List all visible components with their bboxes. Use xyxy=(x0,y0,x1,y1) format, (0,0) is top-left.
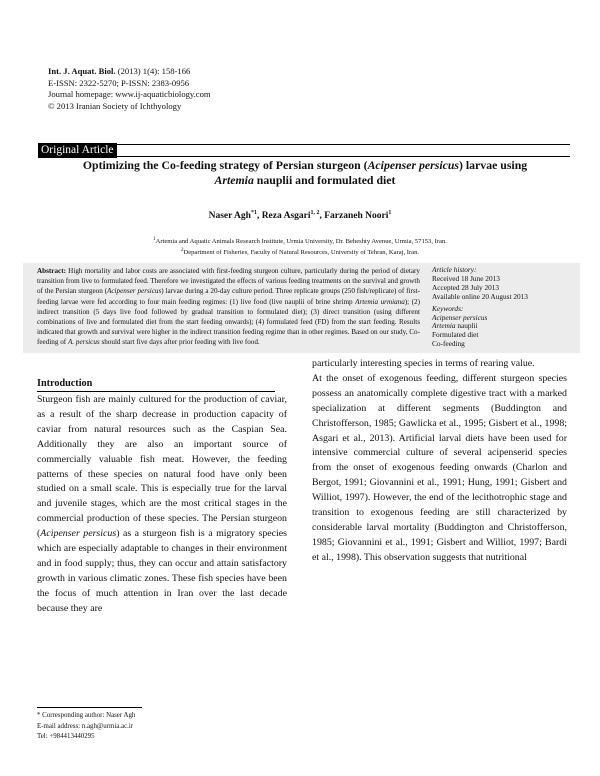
keyword-2-rest: nauplii xyxy=(455,321,478,331)
abstract-species-1: Acipenser persicus xyxy=(107,287,162,296)
keyword-2-italic: Artemia xyxy=(432,321,456,331)
right-paragraph-0: particularly interesting species in terms of rearing value. xyxy=(312,358,535,369)
right-column xyxy=(312,357,567,566)
abstract-species-3: A. persicus xyxy=(67,338,100,347)
affiliation-2: Department of Fisheries, Faculty of Natural Resources, University of Tehran, Karaj, Iran. xyxy=(183,248,420,256)
title-artemia: Artemia xyxy=(214,173,254,187)
journal-citation: (2013) 1(4): 158-166 xyxy=(117,66,191,76)
left-text-1: Sturgeon fish are mainly cultured for the production of caviar, as a result of the sharp decrease in production capacity of caviar from natural resources such as the Caspian Sea. Additionally they are also an important source of commercially valuable fish meat. However, the feeding patterns of these species on natural food have only been studied on a small scale. This is especially true for the larval and juvenile stages, which are the most critical stages in the commercial production of these species. The Persian sturgeon ( xyxy=(37,394,287,540)
telephone: Tel: +984413440295 xyxy=(37,733,95,740)
author-2: , Reza Asgari xyxy=(256,211,311,222)
journal-header xyxy=(48,66,211,112)
author-1-sup: *1 xyxy=(250,210,257,216)
abstract-text-3: ); (2) indirect transition (5 days live food followed by gradual transition to formulated diet); (3) direct transition (using different combinations of live and formulated diet from the start feeding onwards); (4) formulated feed (FD) from the start feeding. Results indicated that growth and survival were higher in the indirect transition feeding regime than in other regimes. Based on our study, Co-feeding of xyxy=(37,297,420,347)
journal-homepage[interactable]: Journal homepage: www.ij-aquaticbiology.com xyxy=(48,89,211,100)
footnote xyxy=(37,711,135,743)
abstract-text-1: High mortality and labor costs are associated with first-feeding sturgeon culture, particularly during the period of dietary transition from live to formulated feed. Therefore we investigated the effects of various feeding treatments on the survival and growth of the Persian sturgeon ( xyxy=(37,267,420,296)
journal-copyright: © 2013 Iranian Society of Ichthyology xyxy=(48,100,182,111)
left-text-2: ) as a sturgeon fish is a migratory species which are especially adaptable to changes in their environment and in food supply; thus, they can occur and attain satisfactory growth in various climatic zones. These fish species have been the focus of much attention in Iran over the last decade because they are xyxy=(37,528,288,614)
abstract-species-2: Artemia urmiana xyxy=(355,297,405,306)
abstract-text-2: ) larvae during a 20-day culture period. Three replicate groups (250 fish/replicate) of first-feeding larvae were fed according to four main feeding regimes: (1) live food (live nauplii of brine shrimp xyxy=(37,287,421,306)
left-paragraph xyxy=(37,393,287,617)
article-title xyxy=(50,158,560,188)
history-accepted: Accepted 28 July 2013 xyxy=(432,282,500,292)
title-species: Acipenser persicus xyxy=(367,158,459,172)
left-column xyxy=(37,393,287,617)
author-3-sup: 1 xyxy=(388,210,392,216)
aff2-sup: 2 xyxy=(180,247,184,253)
abstract-label: Abstract: xyxy=(37,267,66,275)
history-label: Article history: xyxy=(432,265,477,274)
aff1-sup: 1 xyxy=(153,237,156,242)
email-address[interactable]: E-mail address: n.agh@urmia.ac.ir xyxy=(37,722,134,730)
history-online: Available online 20 August 2013 xyxy=(432,291,528,301)
footnote-rule xyxy=(37,707,142,708)
abstract xyxy=(37,266,420,348)
author-3: , Farzaneh Noori xyxy=(319,211,389,222)
author-2-sup: 1, 2 xyxy=(310,210,320,216)
corresponding-author: * Corresponding author: Naser Agh xyxy=(37,712,136,719)
keyword-3: Formulated diet xyxy=(432,330,479,340)
article-type-label: Original Article xyxy=(38,143,117,158)
header-rule xyxy=(38,144,570,145)
keyword-1: Acipenser persicus xyxy=(432,312,488,322)
affiliations xyxy=(40,236,560,258)
journal-issn: E-ISSN: 2322-5270; P-ISSN: 2383-0956 xyxy=(48,77,190,88)
history-received: Received 18 June 2013 xyxy=(432,273,500,283)
title-line2: nauplii and formulated diet xyxy=(253,173,396,187)
author-1: Naser Agh xyxy=(208,211,251,222)
keyword-4: Co-feeding xyxy=(432,339,465,349)
right-paragraph-1: At the onset of exogenous feeding, different sturgeon species possess an anatomically complete digestive tract with a marked specialization at different segments (Buddington and Christofferson, 1985; Gawlicka et al., 1995; Gisbert et al., 1998; Asgari et al., 2013). Artificial larval diets have been used for intensive commercial culture of several acipenserid species from the onset of exogenous feeding onwards (Charlon and Bergot, 1991; Giovannini et al., 1991; Hung, 1991; Gisbert and Williot, 1997). However, the end of the lecithotrophic stage and transition to exogenous feeding are still characterized by considerable larval mortality (Buddington and Christofferson, 1985; Giovannini et al., 1991; Gisbert and Williot, 1997; Bardi et al., 1998). This observation suggests that nutritional xyxy=(312,372,567,563)
left-species: Acipenser persicus xyxy=(40,528,117,540)
title-rule xyxy=(38,156,570,157)
author-list xyxy=(0,210,600,221)
journal-name: Int. J. Aquat. Biol. xyxy=(48,66,116,76)
title-part2: ) larvae using xyxy=(459,158,528,172)
title-part1: Optimizing the Co-feeding strategy of Persian sturgeon ( xyxy=(82,158,368,172)
affiliation-1: Artemia and Aquatic Animals Research Institute, Urmia University, Dr. Beheshty Avenue, Urmia, 57153, Iran. xyxy=(155,238,447,246)
article-history xyxy=(432,266,572,349)
introduction-rule xyxy=(37,391,275,392)
introduction-heading: Introduction xyxy=(37,378,93,389)
keywords-label: Keywords: xyxy=(432,303,464,313)
abstract-text-4: should start five days after prior feeding with live food. xyxy=(99,338,260,347)
